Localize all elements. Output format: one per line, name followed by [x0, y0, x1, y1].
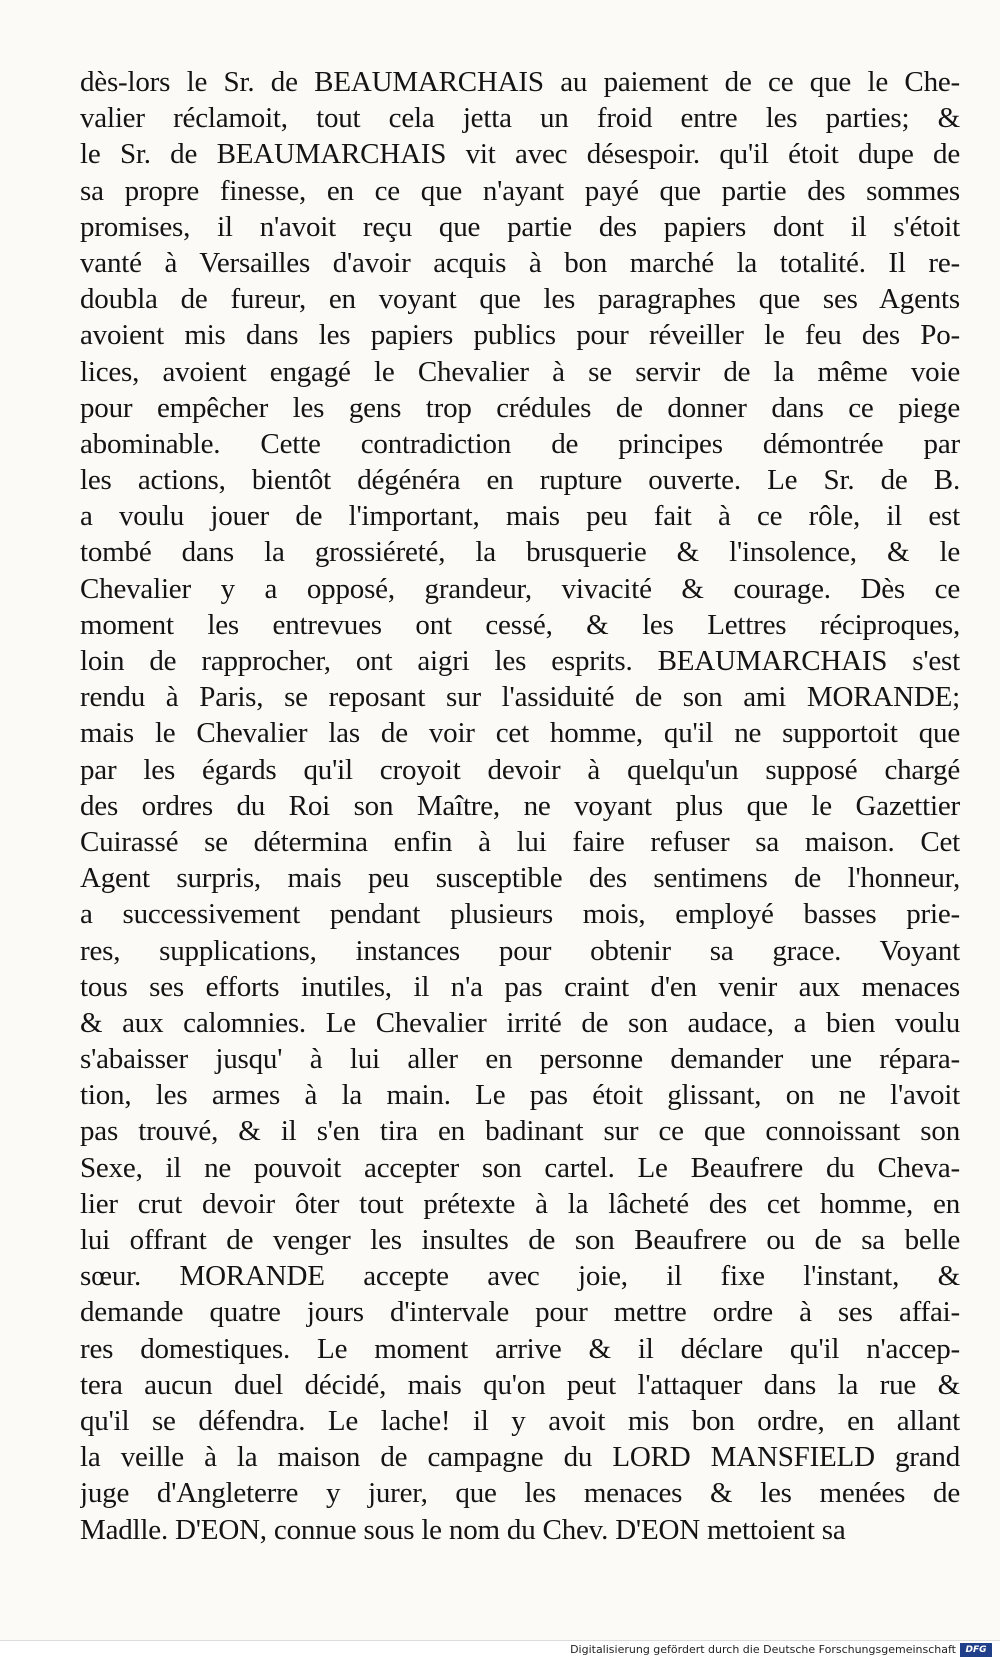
text-line: qu'il se défendra. Le lache! il y avoit mis bon ordre, en allant — [80, 1404, 960, 1437]
text-line: la veille à la maison de campagne du LORD MANSFIELD grand — [80, 1441, 960, 1474]
text-line: pas trouvé, & il s'en tira en badinant sur ce que connoissant son — [80, 1115, 960, 1148]
text-line: lui offrant de venger les insultes de son Beaufrere ou de sa belle — [80, 1224, 960, 1256]
dfg-logo: DFG — [960, 1643, 992, 1657]
text-line: Madlle. D'EON, connue sous le nom du Chev. D'EON mettoient sa — [80, 1513, 846, 1546]
text-line: par les égards qu'il croyoit devoir à quelqu'un supposé chargé — [80, 753, 960, 786]
text-line: rendu à Paris, se reposant sur l'assiduité de son ami MORANDE; — [80, 681, 960, 714]
text-line: res domestiques. Le moment arrive & il déclare qu'il n'accep- — [80, 1332, 960, 1365]
page-text — [80, 64, 960, 1548]
text-line: a successivement pendant plusieurs mois, employé basses prie- — [80, 898, 960, 931]
text-line: mais le Chevalier las de voir cet homme, qu'il ne supportoit que — [80, 717, 960, 750]
text-line: lier crut devoir ôter tout prétexte à la lâcheté des cet homme, en — [80, 1187, 960, 1220]
text-line: demande quatre jours d'intervale pour mettre ordre à ses affai- — [80, 1296, 960, 1329]
text-line: Cuirassé se détermina enfin à lui faire refuser sa maison. Cet — [80, 825, 960, 858]
text-line: lices, avoient engagé le Chevalier à se servir de la même voie — [80, 355, 960, 388]
text-line: s'abaisser jusqu' à lui aller en personne demander une répara- — [80, 1043, 960, 1076]
text-line: avoient mis dans les papiers publics pour réveiller le feu des Po- — [80, 319, 960, 352]
text-line: tion, les armes à la main. Le pas étoit glissant, on ne l'avoit — [80, 1079, 960, 1112]
text-line: abominable. Cette contradiction de principes démontrée par — [80, 427, 960, 460]
text-line: sœur. MORANDE accepte avec joie, il fixe l'instant, & — [80, 1260, 960, 1293]
text-line: tombé dans la grossiéreté, la brusquerie & l'insolence, & le — [80, 536, 960, 569]
footer-credit: Digitalisierung gefördert durch die Deutsche Forschungsgemeinschaft — [570, 1643, 956, 1656]
text-line: a voulu jouer de l'important, mais peu fait à ce rôle, il est — [80, 500, 960, 533]
text-line: & aux calomnies. Le Chevalier irrité de son audace, a bien voulu — [80, 1006, 960, 1039]
text-line: doubla de fureur, en voyant que les paragraphes que ses Agents — [80, 283, 960, 316]
text-line: pour empêcher les gens trop crédules de donner dans ce piege — [80, 391, 960, 424]
text-line: tous ses efforts inutiles, il n'a pas craint d'en venir aux menaces — [80, 970, 960, 1003]
text-line: Sexe, il ne pouvoit accepter son cartel. Le Beaufrere du Cheva- — [80, 1151, 960, 1184]
text-line: moment les entrevues ont cessé, & les Lettres réciproques, — [80, 608, 960, 641]
text-line: Agent surpris, mais peu susceptible des sentimens de l'honneur, — [80, 862, 960, 895]
text-line: des ordres du Roi son Maître, ne voyant plus que le Gazettier — [80, 789, 960, 822]
text-line: vanté à Versailles d'avoir acquis à bon marché la totalité. Il re- — [80, 246, 960, 279]
text-line: sa propre finesse, en ce que n'ayant payé que partie des sommes — [80, 174, 960, 207]
text-line: res, supplications, instances pour obtenir sa grace. Voyant — [80, 934, 960, 967]
text-line: les actions, bientôt dégénéra en rupture ouverte. Le Sr. de B. — [80, 464, 960, 497]
text-line: le Sr. de BEAUMARCHAIS vit avec désespoir. qu'il étoit dupe de — [80, 138, 960, 171]
text-line: juge d'Angleterre y jurer, que les menaces & les menées de — [80, 1477, 960, 1510]
text-line: promises, il n'avoit reçu que partie des papiers dont il s'étoit — [80, 210, 960, 243]
text-line: Chevalier y a opposé, grandeur, vivacité & courage. Dès ce — [80, 572, 960, 605]
text-line: dès-lors le Sr. de BEAUMARCHAIS au paiement de ce que le Che- — [80, 66, 960, 98]
text-line: loin de rapprocher, ont aigri les esprits. BEAUMARCHAIS s'est — [80, 645, 960, 677]
text-line: tera aucun duel décidé, mais qu'on peut l'attaquer dans la rue & — [80, 1368, 960, 1401]
digitization-footer — [0, 1640, 1000, 1660]
text-line: valier réclamoit, tout cela jetta un froid entre les parties; & — [80, 102, 960, 135]
